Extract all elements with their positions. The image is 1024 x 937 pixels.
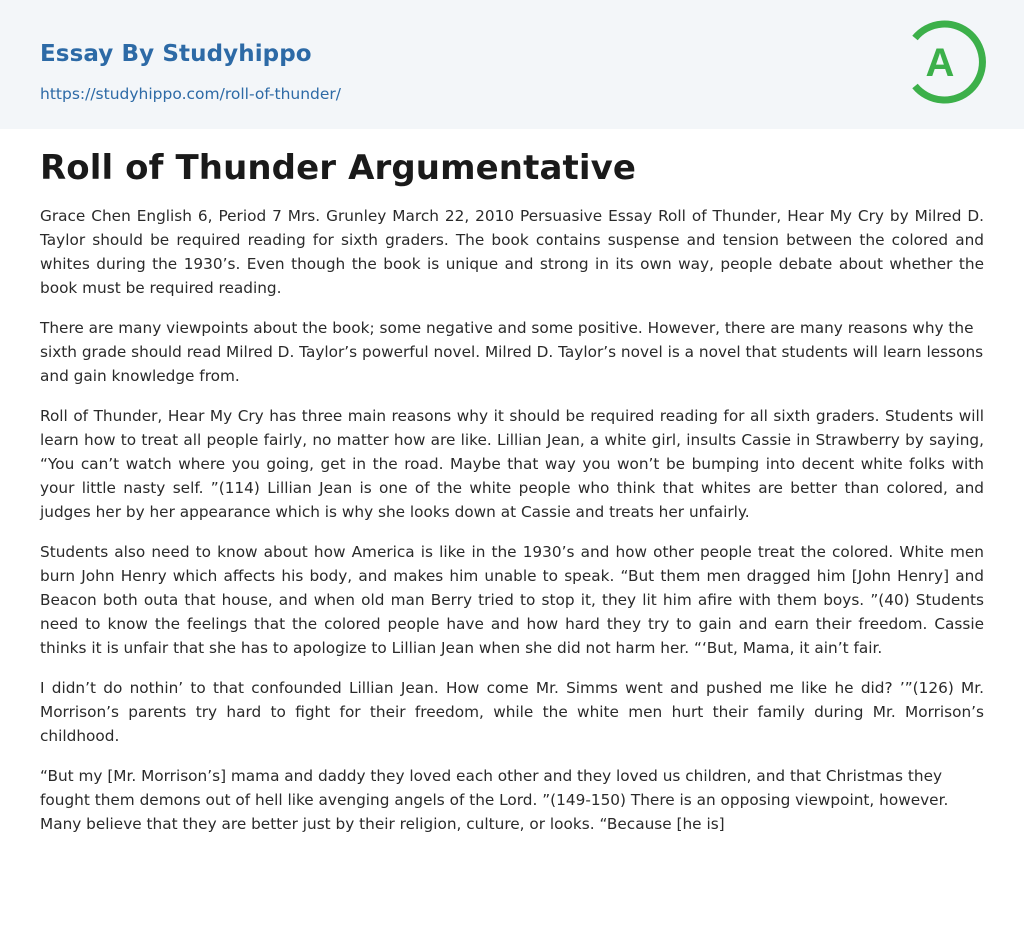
essay-url-link[interactable]: https://studyhippo.com/roll-of-thunder/ [40,85,342,103]
essay-paragraph-5: I didn’t do nothin’ to that confounded Lillian Jean. How come Mr. Simms went and pushed me like he did? ’”(126) Mr. Morrison’s parents try hard to fight for their freedom, while the white men hurt their family during Mr. Morrison’s childhood. [40,679,984,745]
site-brand[interactable]: Essay By Studyhippo [40,41,312,67]
essay-content [40,144,984,852]
essay-paragraph-3: Roll of Thunder, Hear My Cry has three main reasons why it should be required reading for all sixth graders. Students will learn how to treat all people fairly, no matter how are like. Lillian Jean, a white girl, insults Cassie in Strawberry by saying, “You can’t watch where you going, get in the road. Maybe that way you won’t be bumping into decent white folks with your little nasty self. ”(114) Lillian Jean is one of the white people who think that whites are better than colored, and judges her by her appearance which is why she looks down at Cassie and treats her unfairly. [40,407,984,521]
studyhippo-logo-icon[interactable] [912,18,988,106]
essay-paragraph-4: Students also need to know about how America is like in the 1930’s and how other people treat the colored. White men burn John Henry which affects his body, and makes him unable to speak. “But them men dragged him [John Henry] and Beacon both outa that house, and when old man Berry tried to stop it, they lit him afire with them boys. ”(40) Students need to know the feelings that the colored people have and how hard they try to gain and earn their freedom. Cassie thinks it is unfair that she has to apologize to Lillian Jean when she did not harm her. “‘But, Mama, it ain’t fair. [40,543,984,657]
essay-body [40,204,984,836]
logo-letter: A [925,41,955,85]
essay-title: Roll of Thunder Argumentative [40,148,637,188]
essay-paragraph-1: Grace Chen English 6, Period 7 Mrs. Grunley March 22, 2010 Persuasive Essay Roll of Thunder, Hear My Cry by Milred D. Taylor should be required reading for sixth graders. The book contains suspense and tension between the colored and whites during the 1930’s. Even though the book is unique and strong in its own way, people debate about whether the book must be required reading. [40,207,984,297]
essay-paragraph-2: There are many viewpoints about the book; some negative and some positive. However, there are many reasons why the sixth grade should read Milred D. Taylor’s powerful novel. Milred D. Taylor’s novel is a novel that students will learn lessons and gain knowledge from. [40,319,984,385]
site-header [0,0,1024,129]
essay-paragraph-6: “But my [Mr. Morrison’s] mama and daddy they loved each other and they loved us children, and that Christmas they fought them demons out of hell like avenging angels of the Lord. ”(149-150) There is an opposing viewpoint, however. Many believe that they are better just by their religion, culture, or looks. “Because [he is] [40,767,949,833]
